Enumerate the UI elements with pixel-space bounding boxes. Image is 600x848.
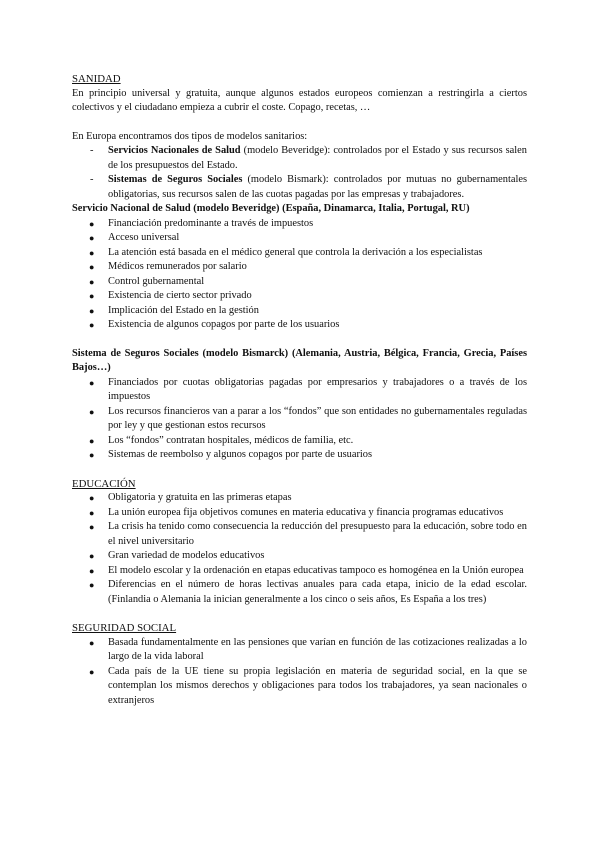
list-item: ● Existencia de cierto sector privado — [89, 290, 252, 301]
list-item: ● Gran variedad de modelos educativos — [89, 550, 265, 561]
bismarck-list — [72, 376, 527, 463]
list-item: ● Acceso universal — [89, 232, 180, 243]
beveridge-title: Servicio Nacional de Salud (modelo Beveridge) (España, Dinamarca, Italia, Portugal, RU) — [72, 203, 470, 214]
educacion-heading: EDUCACIÓN — [72, 477, 136, 490]
model-item: - Servicios Nacionales de Salud (modelo Beveridge): controlados por el Estado y sus recursos salen de los presupuestos del Estado. — [90, 145, 527, 171]
list-item: ● Los “fondos” contratan hospitales, médicos de familia, etc. — [89, 434, 354, 446]
list-item: ● La atención está basada en el médico general que controla la derivación a los especialistas — [89, 246, 483, 258]
models-intro: En Europa encontramos dos tipos de modelos sanitarios: — [72, 130, 308, 142]
sanidad-intro: En principio universal y gratuita, aunque algunos estados europeos comienzan a restringirla a ciertos colectivos y el ciudadano empieza a cubrir el coste. Copago, recetas, … — [72, 87, 527, 113]
list-item: ● Basada fundamentalmente en las pensiones que varían en función de las cotizaciones realizadas a lo largo de la vida laboral — [89, 636, 527, 662]
list-item: ● Diferencias en el número de horas lectivas anuales para cada etapa, inicio de la edad escolar. (Finlandia o Alemania la inician generalmente a los cinco o seis años, Es España a los tres) — [89, 579, 527, 605]
list-item: ● La unión europea fija objetivos comunes en materia educativa y financia programas educativos — [89, 506, 504, 518]
list-item: ● Existencia de algunos copagos por parte de los usuarios — [89, 319, 340, 330]
list-item: ● Médicos remunerados por salario — [89, 261, 247, 272]
educacion-list — [72, 491, 527, 607]
list-item: ● Financiados por cuotas obligatorias pagadas por empresarios y trabajadores o a través de los impuestos — [89, 376, 527, 402]
seguridad-heading: SEGURIDAD SOCIAL — [72, 622, 177, 634]
list-item: ● Cada país de la UE tiene su propia legislación en materia de seguridad social, en la que se contemplan los mismos derechos y obligaciones para todos los trabajadores, ya sean nacionales o extranjeros — [89, 665, 527, 706]
list-item: ● El modelo escolar y la ordenación en etapas educativas tampoco es homogénea en la Unión europea — [89, 564, 524, 576]
list-item: ● La crisis ha tenido como consecuencia la reducción del presupuesto para la educación, sobre todo en el nivel universitario — [89, 521, 527, 547]
model-item: - Sistemas de Seguros Sociales (modelo Bismark): controlados por mutuas no gubernamentales obligatorias, sus recursos salen de las cuotas pagadas por las empresas y trabajadores. — [90, 174, 527, 200]
beveridge-list — [72, 217, 527, 333]
sanidad-heading: SANIDAD — [72, 73, 121, 85]
list-item: ● Financiación predominante a través de impuestos — [89, 217, 314, 229]
bismarck-title: Sistema de Seguros Sociales (modelo Bismarck) (Alemania, Austria, Bélgica, Francia, Grecia, Países Bajos…) — [72, 347, 527, 373]
list-item: ● Control gubernamental — [89, 275, 205, 287]
list-item: ● Implicación del Estado en la gestión — [89, 304, 259, 316]
models-list — [72, 144, 527, 202]
list-item: ● Obligatoria y gratuita en las primeras etapas — [89, 492, 292, 503]
list-item: ● Los recursos financieros van a parar a los “fondos” que son entidades no gubernamentales reguladas por ley y que gestionan estos recursos — [89, 405, 527, 431]
list-item: ● Sistemas de reembolso y algunos copagos por parte de usuarios — [89, 449, 373, 460]
seguridad-list — [72, 636, 527, 709]
document-page — [72, 72, 527, 708]
